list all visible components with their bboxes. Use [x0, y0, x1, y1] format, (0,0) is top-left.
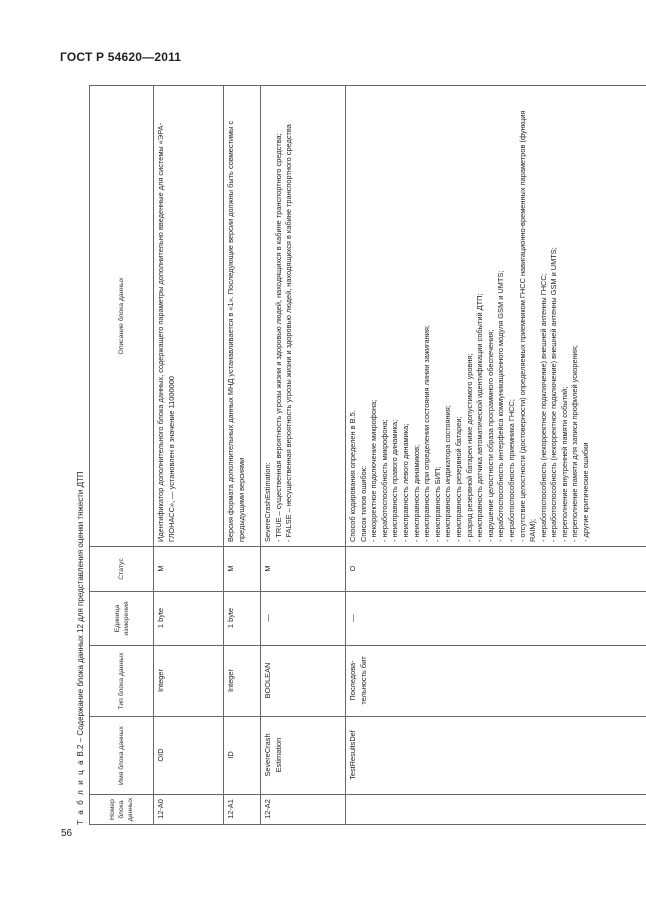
cell-unit: — [346, 592, 646, 646]
cell-status: O [346, 547, 646, 592]
table-header-row [90, 86, 154, 825]
document-standard-header: ГОСТ Р 54620—2011 [60, 50, 182, 64]
cell-unit: 1 byte [154, 592, 224, 646]
cell-name: ID [224, 717, 261, 795]
table-caption-prefix: Т а б л и ц а [76, 758, 85, 825]
cell-type: Integer [154, 646, 224, 717]
column-header-unit: Единица измерения [90, 592, 154, 646]
cell-number: 12-А1 [224, 795, 261, 825]
table-caption [75, 85, 87, 825]
cell-description: Идентификатор дополнительного блока данных, содержащего параметры дополнительно введенные для системы «ЭРА-ГЛОНАСС», — установлен в значение 11000000 [154, 86, 224, 547]
cell-number [346, 795, 646, 825]
table-row [261, 86, 346, 825]
cell-description: SevereCrashEstimation: - TRUE – существенная вероятность угрозы жизни и здоровью людей, находящихся в кабине транспортного средства; - FALSE – несущественная вероятность угрозы жизни и здоровью людей, находящихся в кабине транспортного средства [261, 86, 346, 547]
cell-unit: 1 byte [224, 592, 261, 646]
table-row [224, 86, 261, 825]
column-header-number: Номер блока данных [90, 795, 154, 825]
data-block-table [89, 85, 646, 825]
column-header-name: Имя блока данных [90, 717, 154, 795]
cell-description: Версия формата дополнительных данных МНД устанавливается в «1». Последующие версии должны быть совместимы с предыдущими версиями [224, 86, 261, 547]
cell-name: OID [154, 717, 224, 795]
cell-status: M [261, 547, 346, 592]
cell-type: BOOLEAN [261, 646, 346, 717]
column-header-type: Тип блока данных [90, 646, 154, 717]
cell-type: Integer [224, 646, 261, 717]
cell-name: TestResultsDef [346, 717, 646, 795]
column-header-status: Статус [90, 547, 154, 592]
table-row [346, 86, 646, 825]
table-row [154, 86, 224, 825]
cell-status: M [154, 547, 224, 592]
cell-number: 12-А2 [261, 795, 346, 825]
table-caption-text: В.2 – Содержание блока данных 12 для представления оценки тяжести ДТП [76, 471, 85, 759]
cell-name: SevereCrash Estimation [261, 717, 346, 795]
cell-description: Способ кодирования определен в В.5. Список типов ошибок: - некорректное подключение микрофона; - неработоспособность микрофона; - неисправность правого динамика; - неисправность левого динамика; - неисправность динамиков; - неисправность при определении состояния линии зажигания; - неисправность БИП; - неисправность индикатора состояния; - неисправность резервной батареи; - разряд резервной батареи ниже допустимого уровня; - неисправность датчика автоматической идентификации событий ДТП; - нарушение целостности образа программного обеспечения; - неработоспособность интерфейса коммуникационного модуля GSM и UMTS; - неработоспособность приемника ГНСС; - отсутствие целостности (достоверности) определяемых приемником ГНСС навигационно-временных параметров (функция RAIM); - неработоспособность (некорректное подключение) внешней антенны ГНСС; - неработоспособность (некорректное подключение) внешней антенны GSM и UMTS; - переполнение внутренней памяти событий; - переполнение памяти для записи профилей ускорения; - другие критические ошибки [346, 86, 646, 547]
cell-type: Последова-тельность бит [346, 646, 646, 717]
column-header-description: Описание блока данных [90, 86, 154, 547]
cell-unit: — [261, 592, 346, 646]
page-number: 56 [61, 828, 73, 839]
cell-number: 12-А0 [154, 795, 224, 825]
rotated-table-area [75, 85, 635, 825]
cell-status: M [224, 547, 261, 592]
